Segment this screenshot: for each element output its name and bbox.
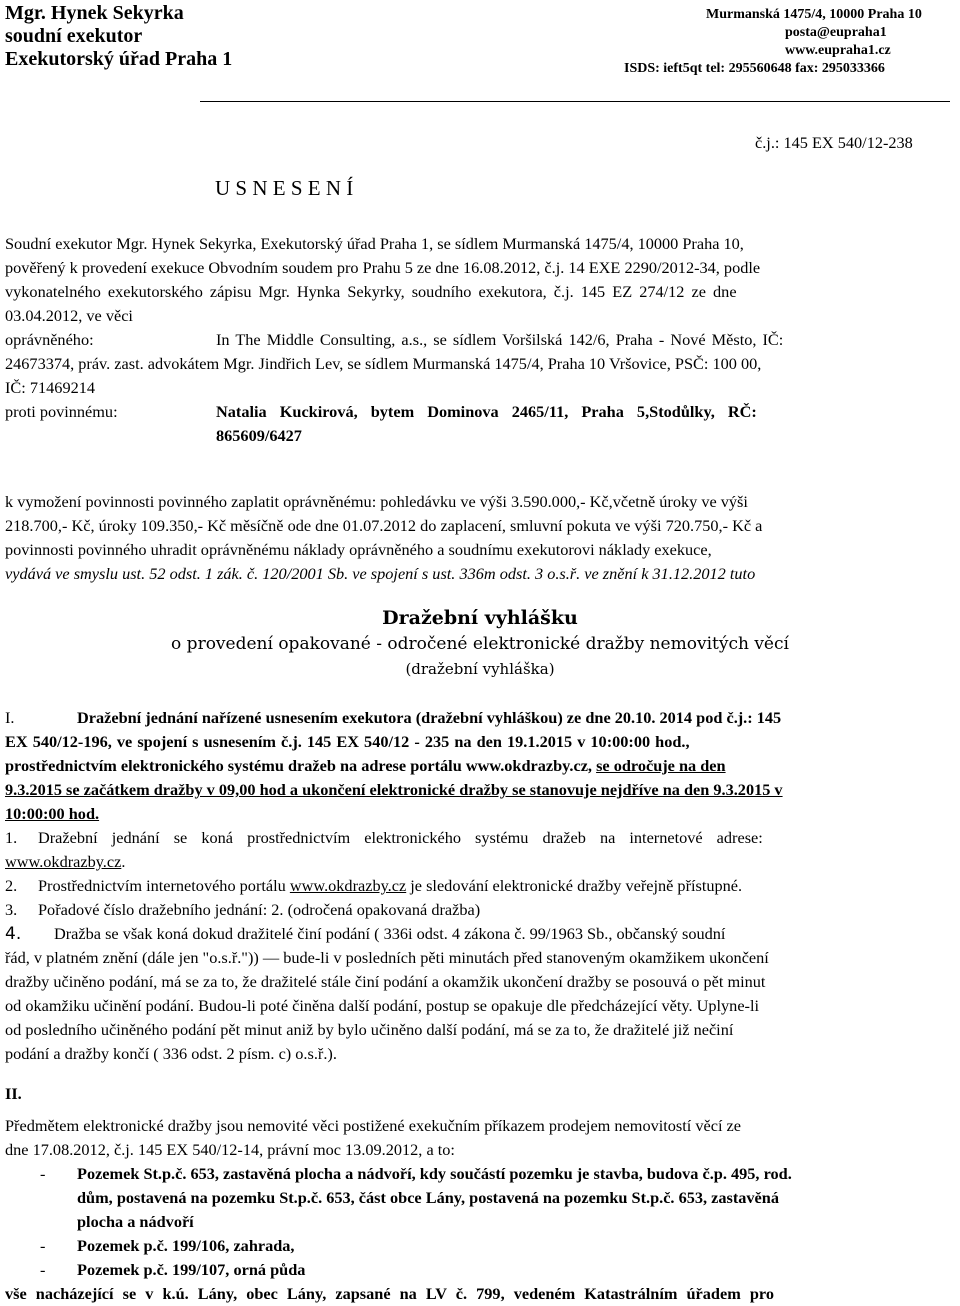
executor-name: Mgr. Hynek Sekyrka xyxy=(5,2,184,24)
intro-line-4: 03.04.2012, ve věci xyxy=(5,306,133,325)
decree-heading xyxy=(0,605,960,681)
section-1-line-2: EX 540/12-196, ve spojení s usnesením č.j. 145 EX 540/12 - 235 na den 19.1.2015 v 10:00:00 hod., xyxy=(5,732,690,751)
decree-subtitle: o provedení opakované - odročené elektronické dražby nemovitých věcí xyxy=(171,634,789,654)
point-4-line-6: podání a dražby končí ( 336 odst. 2 písm. c) o.s.ř.). xyxy=(5,1044,337,1063)
document-title: U S N E S E N Í xyxy=(215,176,354,200)
creditor-line-3: IČ: 71469214 xyxy=(5,378,96,397)
section-2-number: II. xyxy=(5,1084,22,1103)
point-2-text-a: Prostřednictvím internetového portálu xyxy=(38,876,290,895)
portal-link[interactable]: www.okdrazby.cz xyxy=(289,876,407,895)
office-email: posta@eupraha1 xyxy=(785,25,887,40)
intro-line-3: vykonatelného exekutorského zápisu Mgr. Hynka Sekyrky, soudního exekutora, č.j. 145 EZ 274/12 ze dne xyxy=(5,282,737,301)
point-2-number: 2. xyxy=(5,876,18,895)
section-1-number: I. xyxy=(5,708,15,727)
intro-line-1: Soudní exekutor Mgr. Hynek Sekyrka, Exekutorský úřad Praha 1, se sídlem Murmanská 1475/4, 10000 Praha 10, xyxy=(5,234,744,253)
point-3-text: Pořadové číslo dražebního jednání: 2. (odročená opakovaná dražba) xyxy=(38,900,481,919)
point-4-line-5: od posledního učiněného podání pět minut aniž by bylo učiněno další podání, má se za to, že dražitelé již nečiní xyxy=(5,1020,734,1039)
auction-portal-link[interactable]: www.okdrazby.cz xyxy=(5,852,122,871)
point-1-line-2-end: . xyxy=(121,852,126,871)
point-4-line-1: Dražba se však koná dokud dražitelé činí podání ( 336i odst. 4 zákona č. 99/1963 Sb., občanský soudní xyxy=(54,924,726,943)
item-2-line-1: Pozemek p.č. 199/106, zahrada, xyxy=(77,1236,295,1255)
point-4-line-2: řád, v platném znění (dále jen "o.s.ř.")) — bude-li v posledních pěti minutách před stanoveným okamžikem ukončení xyxy=(5,948,769,967)
case-number: č.j.: 145 EX 540/12-238 xyxy=(755,133,913,152)
section-2-line-1: Předmětem elektronické dražby jsou nemovité věci postižené exekučním příkazem prodejem nemovitostí věcí ze xyxy=(5,1116,742,1135)
claim-line-2: 218.700,- Kč, úroky 109.350,- Kč měsíčně ode dne 01.07.2012 do zaplacení, smluvní pokuta ve výši 720.750,- Kč a xyxy=(5,516,763,535)
section-1-line-3a: prostřednictvím elektronického systému dražeb na adrese portálu www.okdrazby.cz, xyxy=(5,756,597,775)
item-1-line-2: dům, postavená na pozemku St.p.č. 653, část obce Lány, postavená na pozemku St.p.č. 653, zastavěná xyxy=(77,1188,779,1207)
debtor-line-1: Natalia Kuckirová, bytem Dominova 2465/11, Praha 5,Stodůlky, RČ: xyxy=(216,402,757,421)
claim-line-1: k vymožení povinnosti povinného zaplatit oprávněnému: pohledávku ve výši 3.590.000,- Kč,včetně úroky ve výši xyxy=(5,492,748,511)
office-name: Exekutorský úřad Praha 1 xyxy=(5,48,233,70)
item-3-dash: - xyxy=(40,1260,46,1279)
debtor-label: proti povinnému: xyxy=(5,402,118,421)
item-1-line-3: plocha a nádvoří xyxy=(77,1212,194,1231)
claim-line-4: vydává ve smyslu ust. 52 odst. 1 zák. č. 120/2001 Sb. ve spojení s ust. 336m odst. 3 o.s.ř. ve znění k 31.12.2012 tuto xyxy=(5,564,756,583)
point-3-number: 3. xyxy=(5,900,18,919)
decree-paren: (dražební vyhláška) xyxy=(405,660,555,678)
point-4-number: 4. xyxy=(5,924,22,944)
point-4-line-3: dražby učiněno podání, má se za to, že dražitelé stále činí podání a okamžik ukončení dražby se posouvá o pět minut xyxy=(5,972,766,991)
point-2-text-b: je sledování elektronické dražby veřejně přístupné. xyxy=(406,876,743,895)
section-1-line-3 xyxy=(5,754,953,778)
point-1-line-2 xyxy=(5,850,953,874)
claim-line-3: povinnosti povinného uhradit oprávněnému náklady oprávněného a soudnímu exekutorovi náklady exekuce, xyxy=(5,540,712,559)
item-1-dash: - xyxy=(40,1164,46,1183)
office-web: www.eupraha1.cz xyxy=(785,43,891,58)
debtor-line-2: 865609/6427 xyxy=(216,426,302,445)
point-1-number: 1. xyxy=(5,828,18,847)
point-2-text xyxy=(38,874,742,898)
section-1-line-1: Dražební jednání nařízené usnesením exekutora (dražební vyhláškou) ze dne 20.10. 2014 pod č.j.: 145 xyxy=(77,708,782,727)
creditor-label: oprávněného: xyxy=(5,330,94,349)
intro-line-2: pověřený k provedení exekuce Obvodním soudem pro Prahu 5 ze dne 16.08.2012, č.j. 14 EXE 2290/2012-34, podle xyxy=(5,258,761,277)
section-2-line-2: dne 17.08.2012, č.j. 145 EX 540/12-14, právní moc 13.09.2012, a to: xyxy=(5,1140,455,1159)
creditor-line-1: In The Middle Consulting, a.s., se sídlem Voršilská 142/6, Praha - Nové Město, IČ: xyxy=(216,330,784,349)
section-1-line-4: 9.3.2015 se začátkem dražby v 09,00 hod a ukončení elektronické dražby se stanovuje nejdříve na den 9.3.2015 v xyxy=(5,780,783,799)
executor-role: soudní exekutor xyxy=(5,25,143,47)
header-left xyxy=(5,2,232,71)
header-right xyxy=(624,6,922,78)
creditor-line-2: 24673374, práv. zast. advokátem Mgr. Jindřich Lev, se sídlem Murmanská 1475/4, Praha 10 Vršovice, PSČ: 100 00, xyxy=(5,354,762,373)
decree-title: Dražební vyhlášku xyxy=(382,607,578,629)
item-1-line-1: Pozemek St.p.č. 653, zastavěná plocha a nádvoří, kdy součástí pozemku je stavba, budova č.p. 495, rod. xyxy=(77,1164,792,1183)
item-2-dash: - xyxy=(40,1236,46,1255)
item-3-line-1: Pozemek p.č. 199/107, orná půda xyxy=(77,1260,306,1279)
section-2-last-line: vše nacházející se v k.ú. Lány, obec Lány, zapsané na LV č. 799, vedeném Katastrálním úřadem pro xyxy=(5,1284,774,1303)
section-1-line-5: 10:00:00 hod. xyxy=(5,804,100,823)
office-isds: ISDS: ieft5qt tel: 295560648 fax: 295033366 xyxy=(624,61,885,76)
office-address: Murmanská 1475/4, 10000 Praha 10 xyxy=(706,7,922,22)
section-1-line-3b: se odročuje na den xyxy=(596,756,726,775)
point-1-line-1: Dražební jednání se koná prostřednictvím elektronického systému dražeb na internetové adrese: xyxy=(38,828,763,847)
point-4-line-4: od okamžiku učinění podání. Budou-li poté činěna další podání, postup se opakuje dle předcházející věty. Uplyne-li xyxy=(5,996,760,1015)
header-rule xyxy=(200,101,950,102)
